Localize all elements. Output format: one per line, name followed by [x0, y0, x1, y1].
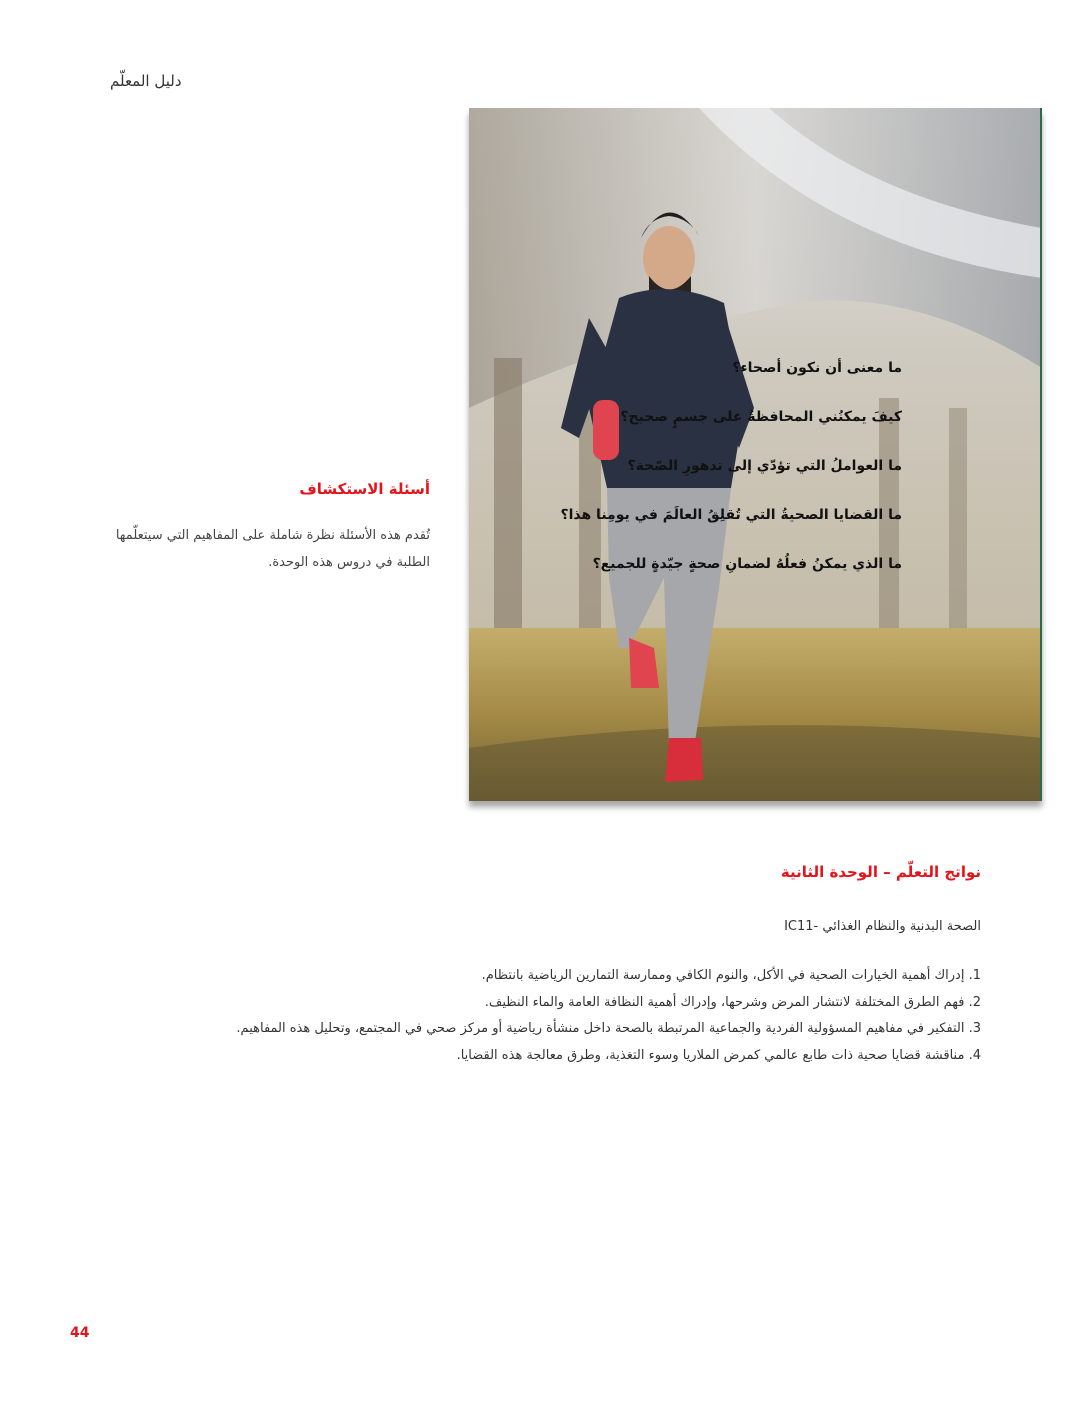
- header-title: دليل المعلّم: [110, 72, 182, 90]
- question-1: ما معنى أن نكون أصحاء؟: [732, 360, 902, 376]
- outcomes-heading: نواتج التعلّم – الوحدة الثانية: [780, 863, 981, 881]
- runner-illustration: [469, 108, 1042, 801]
- question-5: ما الذي يمكنُ فعلُهُ لضمانِ صحةٍ جيّدةٍ للجميع؟: [592, 556, 902, 572]
- outcomes-list: [221, 963, 981, 1069]
- outcome-item: 2. فهم الطرق المختلفة لانتشار المرض وشرحها، وإدراك أهمية النظافة العامة والماء النظيف.: [484, 994, 981, 1010]
- runner-photo: [469, 108, 1042, 801]
- outcome-item: 3. التفكير في مفاهيم المسؤولية الفردية والجماعية المرتبطة بالصحة داخل منشأة رياضية أو مركز صحي في المجتمع، وتحليل هذه المفاهيم.: [236, 1021, 981, 1036]
- question-4: ما القضايا الصحيةُ التي تُقلِقُ العالَمَ في يومِنا هذا؟: [560, 507, 902, 523]
- question-3: ما العواملُ التي تؤدّي إلى تدهورِ الصّحة؟: [627, 458, 902, 474]
- photo-edge: [1040, 108, 1042, 801]
- explore-heading: أسئلة الاستكشاف: [299, 480, 430, 498]
- explore-description: تُقدم هذه الأسئلة نظرة شاملة على المفاهيم التي سيتعلّمها الطلبة في دروس هذه الوحدة.: [115, 528, 430, 570]
- outcome-item: 4. مناقشة قضايا صحية ذات طابع عالمي كمرض الملاريا وسوء التغذية، وطرق معالجة هذه القضايا.: [456, 1047, 981, 1063]
- outcome-item: 1. إدراك أهمية الخيارات الصحية في الأكل، والنوم الكافي وممارسة التمارين الرياضية بانتظام.: [481, 968, 981, 983]
- page-number: 44: [70, 1325, 90, 1341]
- outcomes-code-line: الصحة البدنية والنظام الغذائي -IC11: [784, 919, 981, 934]
- question-2: كيفَ يمكنُني المحافظةُ على جسمٍ صحيح؟: [620, 409, 902, 425]
